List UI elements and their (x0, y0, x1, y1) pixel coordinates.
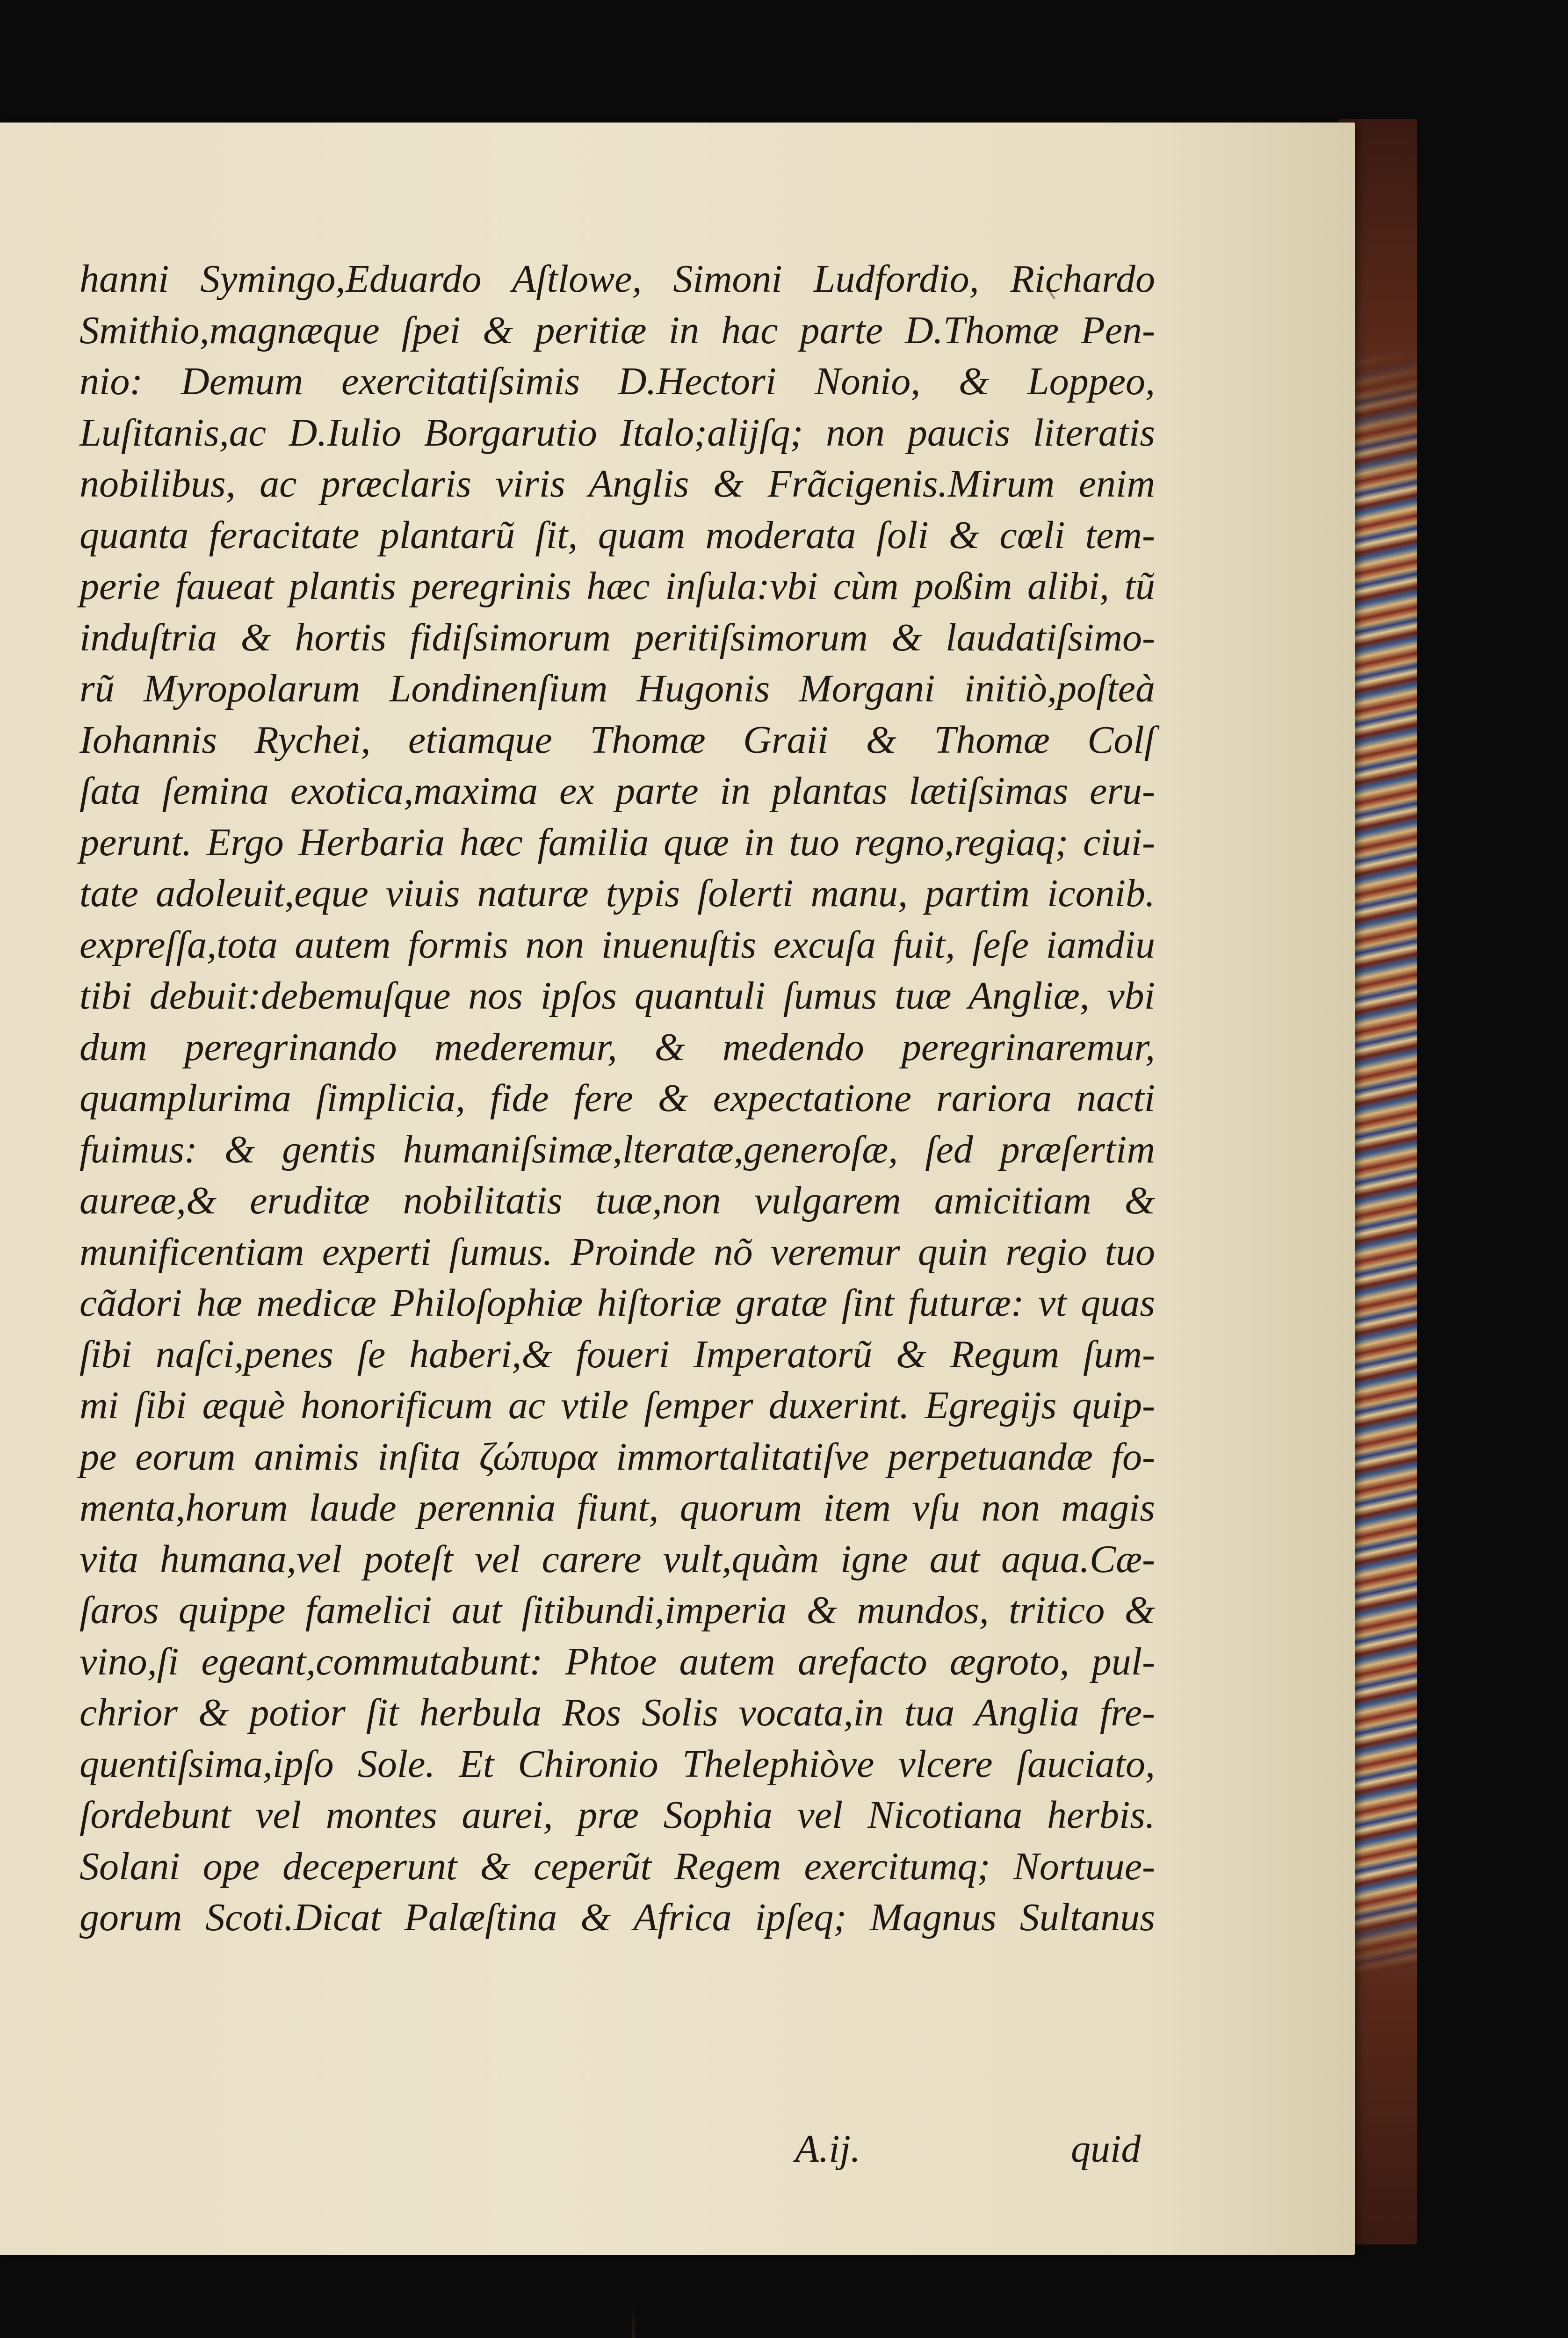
text-line: rũ Myropolarum Londinenſium Hugonis Morgani initiò,poſteà (79, 667, 1155, 710)
text-line: vino,ſi egeant,commutabunt: Phtoe autem arefacto ægroto, pul- (79, 1639, 1155, 1683)
text-line: chrior & potior ſit herbula Ros Solis vocata,in tua Anglia fre- (79, 1691, 1155, 1734)
text-line: hanni Symingo,Eduardo Aſtlowe, Simoni Ludfordio, Richardo (79, 257, 1155, 301)
text-line: tate adoleuit,eque viuis naturæ typis ſolerti manu, partim iconib. (79, 872, 1155, 915)
text-line: induſtria & hortis fidiſsimorum peritiſsimorum & laudatiſsimo- (79, 615, 1155, 659)
text-line: menta,horum laude perennia fiunt, quorum item vſu non magis (79, 1486, 1155, 1530)
text-line: perie faueat plantis peregrinis hæc inſula:vbi cùm poßim alibi, tũ (79, 564, 1155, 608)
text-line: Iohannis Rychei, etiamque Thomæ Graii & Thomæ Colſ (79, 718, 1155, 762)
signature-mark: A.ij. (795, 2127, 860, 2171)
text-line: ſordebunt vel montes aurei, præ Sophia vel Nicotiana herbis. (79, 1793, 1155, 1837)
text-line: quamplurima ſimplicia, fide fere & expectatione rariora nacti (79, 1076, 1155, 1120)
text-line: vita humana,vel poteſt vel carere vult,quàm igne aut aqua.Cæ- (79, 1537, 1155, 1581)
text-line: expreſſa,tota autem formis non inuenuſtis excuſa fuit, ſeſe iamdiu (79, 923, 1155, 967)
text-line: dum peregrinando mederemur, & medendo peregrinaremur, (79, 1025, 1155, 1069)
text-line: aureæ,& eruditæ nobilitatis tuæ,non vulgarem amicitiam & (79, 1179, 1155, 1222)
text-line: ſaros quippe famelici aut ſitibundi,imperia & mundos, tritico & (79, 1588, 1155, 1632)
page-footer (0, 2126, 1355, 2182)
text-line: ſata ſemina exotica,maxima ex parte in plantas lætiſsimas eru- (79, 769, 1155, 813)
text-line: pe eorum animis inſita ζώπυρα immortalitatiſve perpetuandæ fo- (79, 1435, 1155, 1479)
text-line: munificentiam experti ſumus. Proinde nõ veremur quin regio tuo (79, 1230, 1155, 1274)
text-line: nobilibus, ac præclaris viris Anglis & Frãcigenis.Mirum enim (79, 462, 1155, 505)
text-line: quentiſsima,ipſo Sole. Et Chironio Thelephiòve vlcere ſauciato, (79, 1742, 1155, 1786)
text-line: cãdori hæ medicæ Philoſophiæ hiſtoriæ gratæ ſint futuræ: vt quas (79, 1281, 1155, 1325)
text-line: quanta feracitate plantarũ ſit, quam moderata ſoli & cœli tem- (79, 513, 1155, 557)
text-line: Smithio,magnæque ſpei & peritiæ in hac parte D.Thomæ Pen- (79, 308, 1155, 352)
page-crease (632, 2302, 635, 2338)
text-line: Solani ope deceperunt & ceperũt Regem exercitumq; Nortuue- (79, 1844, 1155, 1888)
text-line: perunt. Ergo Herbaria hæc familia quæ in tuo regno,regiaq; ciui- (79, 820, 1155, 864)
text-line: nio: Demum exercitatiſsimis D.Hectori Nonio, & Loppeo, (79, 360, 1155, 403)
page-text (79, 253, 1155, 1943)
text-line: ſibi naſci,penes ſe haberi,& foueri Imperatorũ & Regum ſum- (79, 1332, 1155, 1376)
book-page (0, 123, 1355, 2255)
text-line: fuimus: & gentis humaniſsimæ,lteratæ,generoſæ, ſed præſertim (79, 1127, 1155, 1171)
text-line: gorum Scoti.Dicat Palæſtina & Africa ipſeq; Magnus Sultanus (79, 1896, 1155, 1939)
text-line: Luſitanis,ac D.Iulio Borgarutio Italo;alijſq; non paucis literatis (79, 411, 1155, 455)
catchword: quid (1071, 2127, 1141, 2171)
text-line: tibi debuit:debemuſque nos ipſos quantuli ſumus tuæ Angliæ, vbi (79, 974, 1155, 1017)
text-line: mi ſibi æquè honorificum ac vtile ſemper duxerint. Egregijs quip- (79, 1384, 1155, 1427)
